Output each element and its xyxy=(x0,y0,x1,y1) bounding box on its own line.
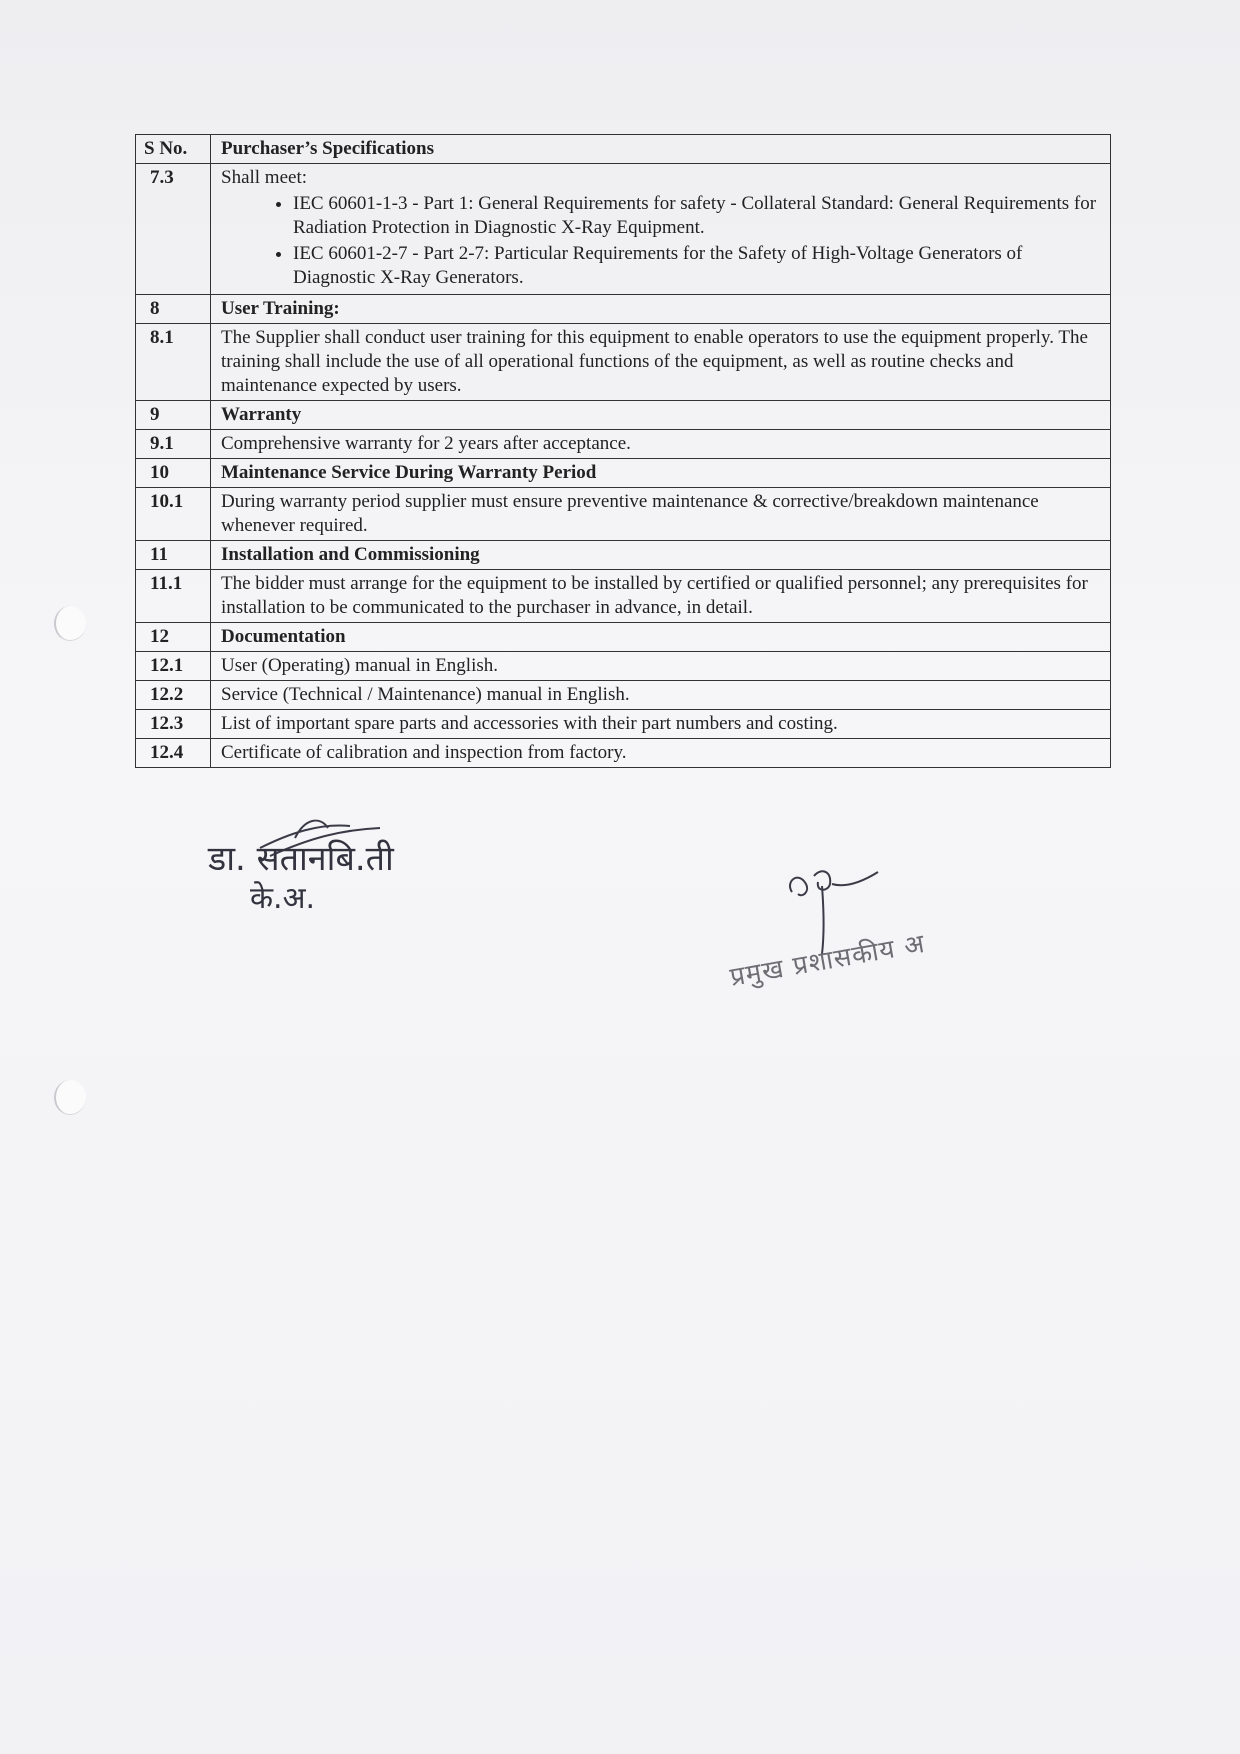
row-text: Comprehensive warranty for 2 years after acceptance. xyxy=(211,430,1111,459)
row-text: The bidder must arrange for the equipment to be installed by certified or qualified personnel; any prerequisites for installation to be communicated to the purchaser in advance, in detail. xyxy=(211,570,1111,623)
row-text: Shall meet: xyxy=(221,167,308,188)
row-text: During warranty period supplier must ensure preventive maintenance & corrective/breakdown maintenance whenever required. xyxy=(211,488,1111,541)
row-text xyxy=(211,164,1111,295)
section-heading: Installation and Commissioning xyxy=(211,541,1111,570)
handwritten-signature-left xyxy=(200,808,500,918)
header-spec: Purchaser’s Specifications xyxy=(211,135,1111,164)
table-row xyxy=(136,295,1111,324)
section-heading: Warranty xyxy=(211,401,1111,430)
punch-hole xyxy=(54,1080,86,1115)
row-sno: 12.2 xyxy=(136,681,211,710)
table-row xyxy=(136,164,1111,295)
table-row xyxy=(136,710,1111,739)
row-sno: 9 xyxy=(136,401,211,430)
row-sno: 9.1 xyxy=(136,430,211,459)
table-row xyxy=(136,459,1111,488)
row-text: The Supplier shall conduct user training for this equipment to enable operators to use the equipment properly. The training shall include the use of all operational functions of the equipment, as well as routine checks and maintenance expected by users. xyxy=(211,324,1111,401)
table-row xyxy=(136,623,1111,652)
row-sno: 12 xyxy=(136,623,211,652)
signature-text-line2: के.अ. xyxy=(250,881,316,916)
row-sno: 8 xyxy=(136,295,211,324)
row-text: Certificate of calibration and inspection from factory. xyxy=(211,739,1111,768)
row-sno: 12.4 xyxy=(136,739,211,768)
row-sno: 10 xyxy=(136,459,211,488)
header-sno: S No. xyxy=(136,135,211,164)
table-row xyxy=(136,570,1111,623)
row-sno: 11.1 xyxy=(136,570,211,623)
bullet-item: • IEC 60601-1-3 - Part 1: General Requirements for safety - Collateral Standard: General Requirements for Radiation Protection in Diagnostic X-Ray Equipment. xyxy=(293,192,1102,240)
table-row xyxy=(136,541,1111,570)
specifications-table xyxy=(135,134,1111,768)
bullet-list xyxy=(221,192,1102,290)
section-heading: Documentation xyxy=(211,623,1111,652)
row-sno: 8.1 xyxy=(136,324,211,401)
punch-hole xyxy=(54,606,86,641)
row-sno: 7.3 xyxy=(136,164,211,295)
signature-text-line1: डा. सतानबि.ती xyxy=(208,839,394,879)
table-row xyxy=(136,681,1111,710)
table-row xyxy=(136,488,1111,541)
table-row xyxy=(136,401,1111,430)
table-header-row xyxy=(136,135,1111,164)
table-row xyxy=(136,652,1111,681)
table-row xyxy=(136,324,1111,401)
row-sno: 10.1 xyxy=(136,488,211,541)
section-heading: Maintenance Service During Warranty Period xyxy=(211,459,1111,488)
table-row xyxy=(136,739,1111,768)
office-stamp: प्रमुख प्रशासकीय अ xyxy=(727,928,928,993)
row-sno: 12.3 xyxy=(136,710,211,739)
row-sno: 11 xyxy=(136,541,211,570)
row-sno: 12.1 xyxy=(136,652,211,681)
bullet-item: • IEC 60601-2-7 - Part 2-7: Particular Requirements for the Safety of High-Voltage Generators of Diagnostic X-Ray Generators. xyxy=(293,242,1102,290)
section-heading: User Training: xyxy=(211,295,1111,324)
table-row xyxy=(136,430,1111,459)
row-text: Service (Technical / Maintenance) manual in English. xyxy=(211,681,1111,710)
row-text: User (Operating) manual in English. xyxy=(211,652,1111,681)
row-text: List of important spare parts and accessories with their part numbers and costing. xyxy=(211,710,1111,739)
